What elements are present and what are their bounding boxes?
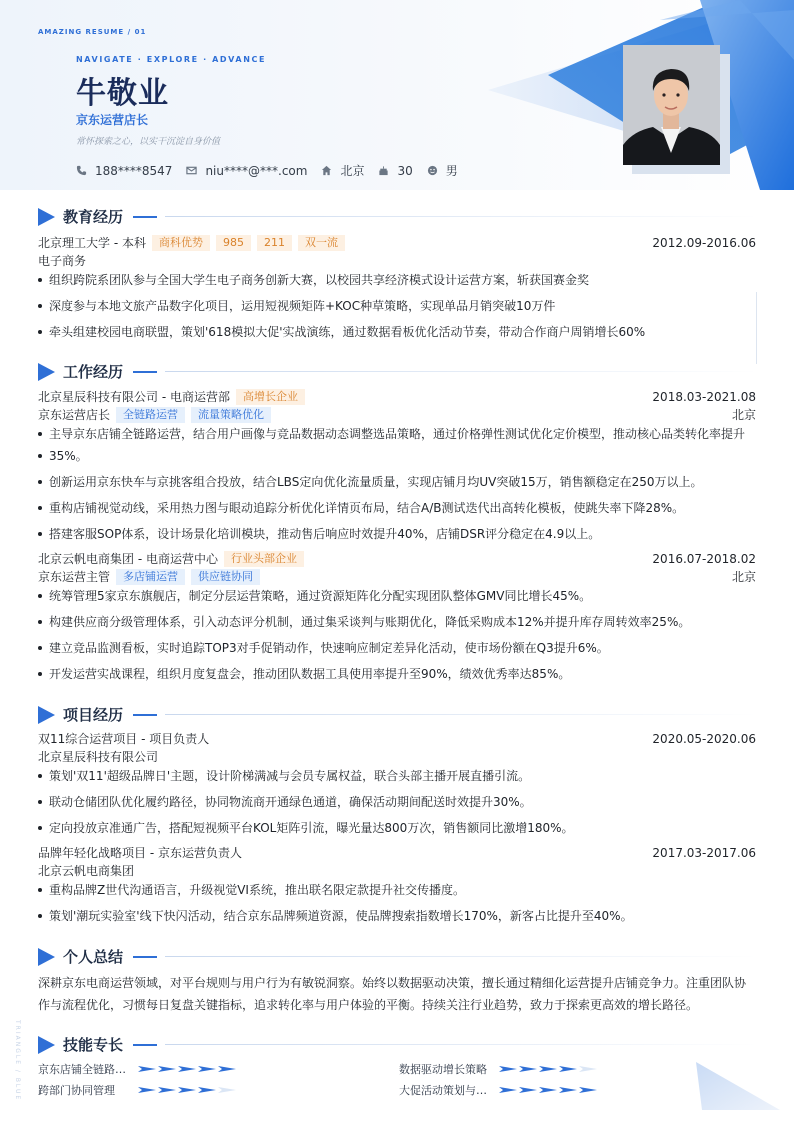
major-row <box>38 252 756 269</box>
list-item: 策划'潮玩实验室'线下快闪活动，结合京东品牌频道资源，使品牌搜索指数增长170%，新客占比提升至40%。 <box>38 906 756 927</box>
triangle-bullet-icon <box>38 1036 55 1054</box>
list-item: 联动仓储团队优化履约路径，协同物流商开通绿色通道，确保活动期间配送时效提升30%。 <box>38 792 756 813</box>
profile-photo <box>623 45 720 165</box>
triangle-bullet-icon <box>38 208 55 226</box>
divider <box>756 292 757 364</box>
section-title: 项目经历 <box>63 706 124 724</box>
side-decoration-text: TRIANGLE / BLUE <box>14 1020 21 1102</box>
project-name: 双11综合运营项目 - 项目负责人 <box>38 732 210 746</box>
role-name: 京东运营店长 <box>38 408 111 422</box>
project-row <box>38 730 756 747</box>
skill-segment-filled <box>579 1086 597 1094</box>
skill-segment-filled <box>519 1065 537 1073</box>
list-item-continuation <box>38 446 756 467</box>
top-tag: AMAZING RESUME / 01 <box>38 28 147 36</box>
skill-item <box>38 1061 238 1077</box>
candidate-name: 牛敬业 <box>76 76 169 111</box>
cake-icon <box>378 165 389 176</box>
school-name: 北京理工大学 - 本科 <box>38 236 146 250</box>
bullet-text: 35%。 <box>49 449 88 463</box>
skill-item <box>38 1082 238 1098</box>
work-company-row <box>38 550 756 567</box>
phone-text: 188****8547 <box>95 163 173 178</box>
work-role-row <box>38 568 756 585</box>
skill-segment-filled <box>499 1065 517 1073</box>
project-name: 品牌年轻化战略项目 - 京东运营负责人 <box>38 846 242 860</box>
list-item <box>38 424 756 445</box>
project-org: 北京星辰科技有限公司 <box>38 750 159 764</box>
major: 电子商务 <box>38 254 87 268</box>
contact-city <box>321 162 364 179</box>
skill-name: 京东店铺全链路… <box>38 1063 126 1076</box>
role-tag: 全链路运营 <box>116 407 185 423</box>
skill-segment-filled <box>499 1086 517 1094</box>
skill-segment-filled <box>178 1086 196 1094</box>
project-org: 北京云帆电商集团 <box>38 864 135 878</box>
skill-segment-filled <box>218 1065 236 1073</box>
education-row <box>38 234 756 251</box>
bullet-text: 主导京东店铺全链路运营，结合用户画像与竞品数据动态调整选品策略，通过价格弹性测试优化定价模型，推动核心品类转化率提升 <box>49 427 746 441</box>
gender-icon <box>427 165 438 176</box>
skill-name: 大促活动策划与… <box>399 1084 487 1097</box>
skill-segment-filled <box>158 1065 176 1073</box>
list-item: 定向投放京准通广告，搭配短视频平台KOL矩阵引流，曝光量达800万次，销售额同比激增180%。 <box>38 818 756 839</box>
work-date: 2016.07-2018.02 <box>652 551 756 566</box>
project-org-row <box>38 748 756 765</box>
project-date: 2017.03-2017.06 <box>652 845 756 860</box>
company-name: 北京云帆电商集团 - 电商运营中心 <box>38 552 218 566</box>
contact-phone <box>76 164 172 178</box>
edu-tag: 双一流 <box>298 235 345 251</box>
skill-segment-filled <box>539 1065 557 1073</box>
work-location: 北京 <box>731 408 756 422</box>
city-text: 北京 <box>340 164 365 178</box>
age-text: 30 <box>397 163 413 178</box>
skill-segment-filled <box>178 1065 196 1073</box>
role-tag: 多店铺运营 <box>116 569 185 585</box>
skill-name: 跨部门协同管理 <box>38 1084 115 1097</box>
skill-segment-filled <box>138 1086 156 1094</box>
skill-level-bar <box>499 1065 599 1073</box>
project-org-row <box>38 862 756 879</box>
triangle-bullet-icon <box>38 706 55 724</box>
nav-tag: NAVIGATE · EXPLORE · ADVANCE <box>76 55 267 64</box>
contact-email <box>186 164 307 178</box>
list-item: 统筹管理5家京东旗舰店，制定分层运营策略，通过资源矩阵化分配实现团队整体GMV同比增长45%。 <box>38 586 756 607</box>
list-item: 牵头组建校园电商联盟，策划'618模拟大促'实战演练，通过数据看板优化活动节奏，带动合作商户周销增长60% <box>38 322 756 343</box>
job-title: 京东运营店长 <box>76 113 149 127</box>
skill-segment-filled <box>158 1086 176 1094</box>
skill-segment-filled <box>559 1065 577 1073</box>
skill-name: 数据驱动增长策略 <box>399 1063 487 1076</box>
skill-segment-empty <box>218 1086 236 1094</box>
skill-segment-filled <box>519 1086 537 1094</box>
list-item: 重构品牌Z世代沟通语言，升级视觉VI系统，推出联名限定款提升社交传播度。 <box>38 880 756 901</box>
section-projects <box>38 704 758 725</box>
project-date: 2020.05-2020.06 <box>652 731 756 746</box>
triangle-bullet-icon <box>38 948 55 966</box>
motto: 常怀探索之心，以实干沉淀自身价值 <box>76 137 221 147</box>
project-row <box>38 844 756 861</box>
list-item: 开发运营实战课程，组织月度复盘会，推动团队数据工具使用率提升至90%，绩效优秀率达85%。 <box>38 664 756 685</box>
section-summary <box>38 946 758 967</box>
company-name: 北京星辰科技有限公司 - 电商运营部 <box>38 390 230 404</box>
home-icon <box>321 165 332 176</box>
skill-segment-empty <box>579 1065 597 1073</box>
edu-tag: 商科优势 <box>152 235 210 251</box>
skill-segment-filled <box>198 1086 216 1094</box>
role-tag: 供应链协同 <box>191 569 260 585</box>
skill-level-bar <box>138 1086 238 1094</box>
mail-icon <box>186 165 197 176</box>
skill-segment-filled <box>539 1086 557 1094</box>
edu-tag: 211 <box>257 235 292 251</box>
skill-segment-filled <box>198 1065 216 1073</box>
work-company-row <box>38 388 756 405</box>
edu-date: 2012.09-2016.06 <box>652 235 756 250</box>
work-location: 北京 <box>731 570 756 584</box>
summary-text: 深耕京东电商运营领域，对平台规则与用户行为有敏锐洞察。始终以数据驱动决策，擅长通过精细化运营提升店铺竞争力。注重团队协作与流程优化，习惯每日复盘关键指标，追求转化率与用户体验的平衡。持续关注行业趋势，致力于探索更高效的增长路径。 <box>38 976 747 1012</box>
skill-segment-filled <box>559 1086 577 1094</box>
list-item: 搭建客服SOP体系，设计场景化培训模块，推动售后响应时效提升40%，店铺DSR评分稳定在4.9以上。 <box>38 524 756 545</box>
company-tag: 行业头部企业 <box>224 551 304 567</box>
triangle-bullet-icon <box>38 363 55 381</box>
portrait-illustration <box>623 45 720 165</box>
list-item: 组织跨院系团队参与全国大学生电子商务创新大赛，以校园共享经济模式设计运营方案，斩获国赛金奖 <box>38 270 756 291</box>
phone-icon <box>76 165 87 176</box>
corner-triangle-decoration <box>690 1060 794 1123</box>
section-work <box>38 361 758 382</box>
work-role-row <box>38 406 756 423</box>
work-date: 2018.03-2021.08 <box>652 389 756 404</box>
role-name: 京东运营主管 <box>38 570 111 584</box>
role-tag: 流量策略优化 <box>191 407 271 423</box>
skill-item <box>399 1061 599 1077</box>
section-education <box>38 206 758 227</box>
list-item: 创新运用京东快车与京挑客组合投放，结合LBS定向优化流量质量，实现店铺月均UV突破15万，销售额稳定在250万以上。 <box>38 472 756 493</box>
list-item: 策划'双11'超级品牌日'主题，设计阶梯满减与会员专属权益，联合头部主播开展直播引流。 <box>38 766 756 787</box>
section-title: 技能专长 <box>63 1036 124 1054</box>
edu-tag: 985 <box>216 235 251 251</box>
section-title: 教育经历 <box>63 208 124 226</box>
list-item: 构建供应商分级管理体系，引入动态评分机制，通过集采谈判与账期优化，降低采购成本12%并提升库存周转效率25%。 <box>38 612 756 633</box>
company-tag: 高增长企业 <box>236 389 305 405</box>
skill-segment-filled <box>138 1065 156 1073</box>
contact-age <box>378 164 412 178</box>
list-item: 深度参与本地文旅产品数字化项目，运用短视频矩阵+KOC种草策略，实现单品月销突破10万件 <box>38 296 756 317</box>
list-item: 重构店铺视觉动线，采用热力图与眼动追踪分析优化详情页布局，结合A/B测试迭代出高转化模板，使跳失率下降28%。 <box>38 498 756 519</box>
section-title: 工作经历 <box>63 363 124 381</box>
contact-gender <box>427 162 458 179</box>
section-title: 个人总结 <box>63 948 124 966</box>
email-text: niu****@***.com <box>205 163 308 178</box>
skill-level-bar <box>138 1065 238 1073</box>
contact-list <box>76 162 472 179</box>
skill-level-bar <box>499 1086 599 1094</box>
section-skills <box>38 1034 758 1055</box>
gender-text: 男 <box>445 164 458 178</box>
skill-item <box>399 1082 599 1098</box>
list-item: 建立竞品监测看板，实时追踪TOP3对手促销动作，快速响应制定差异化活动，使市场份额在Q3提升6%。 <box>38 638 756 659</box>
